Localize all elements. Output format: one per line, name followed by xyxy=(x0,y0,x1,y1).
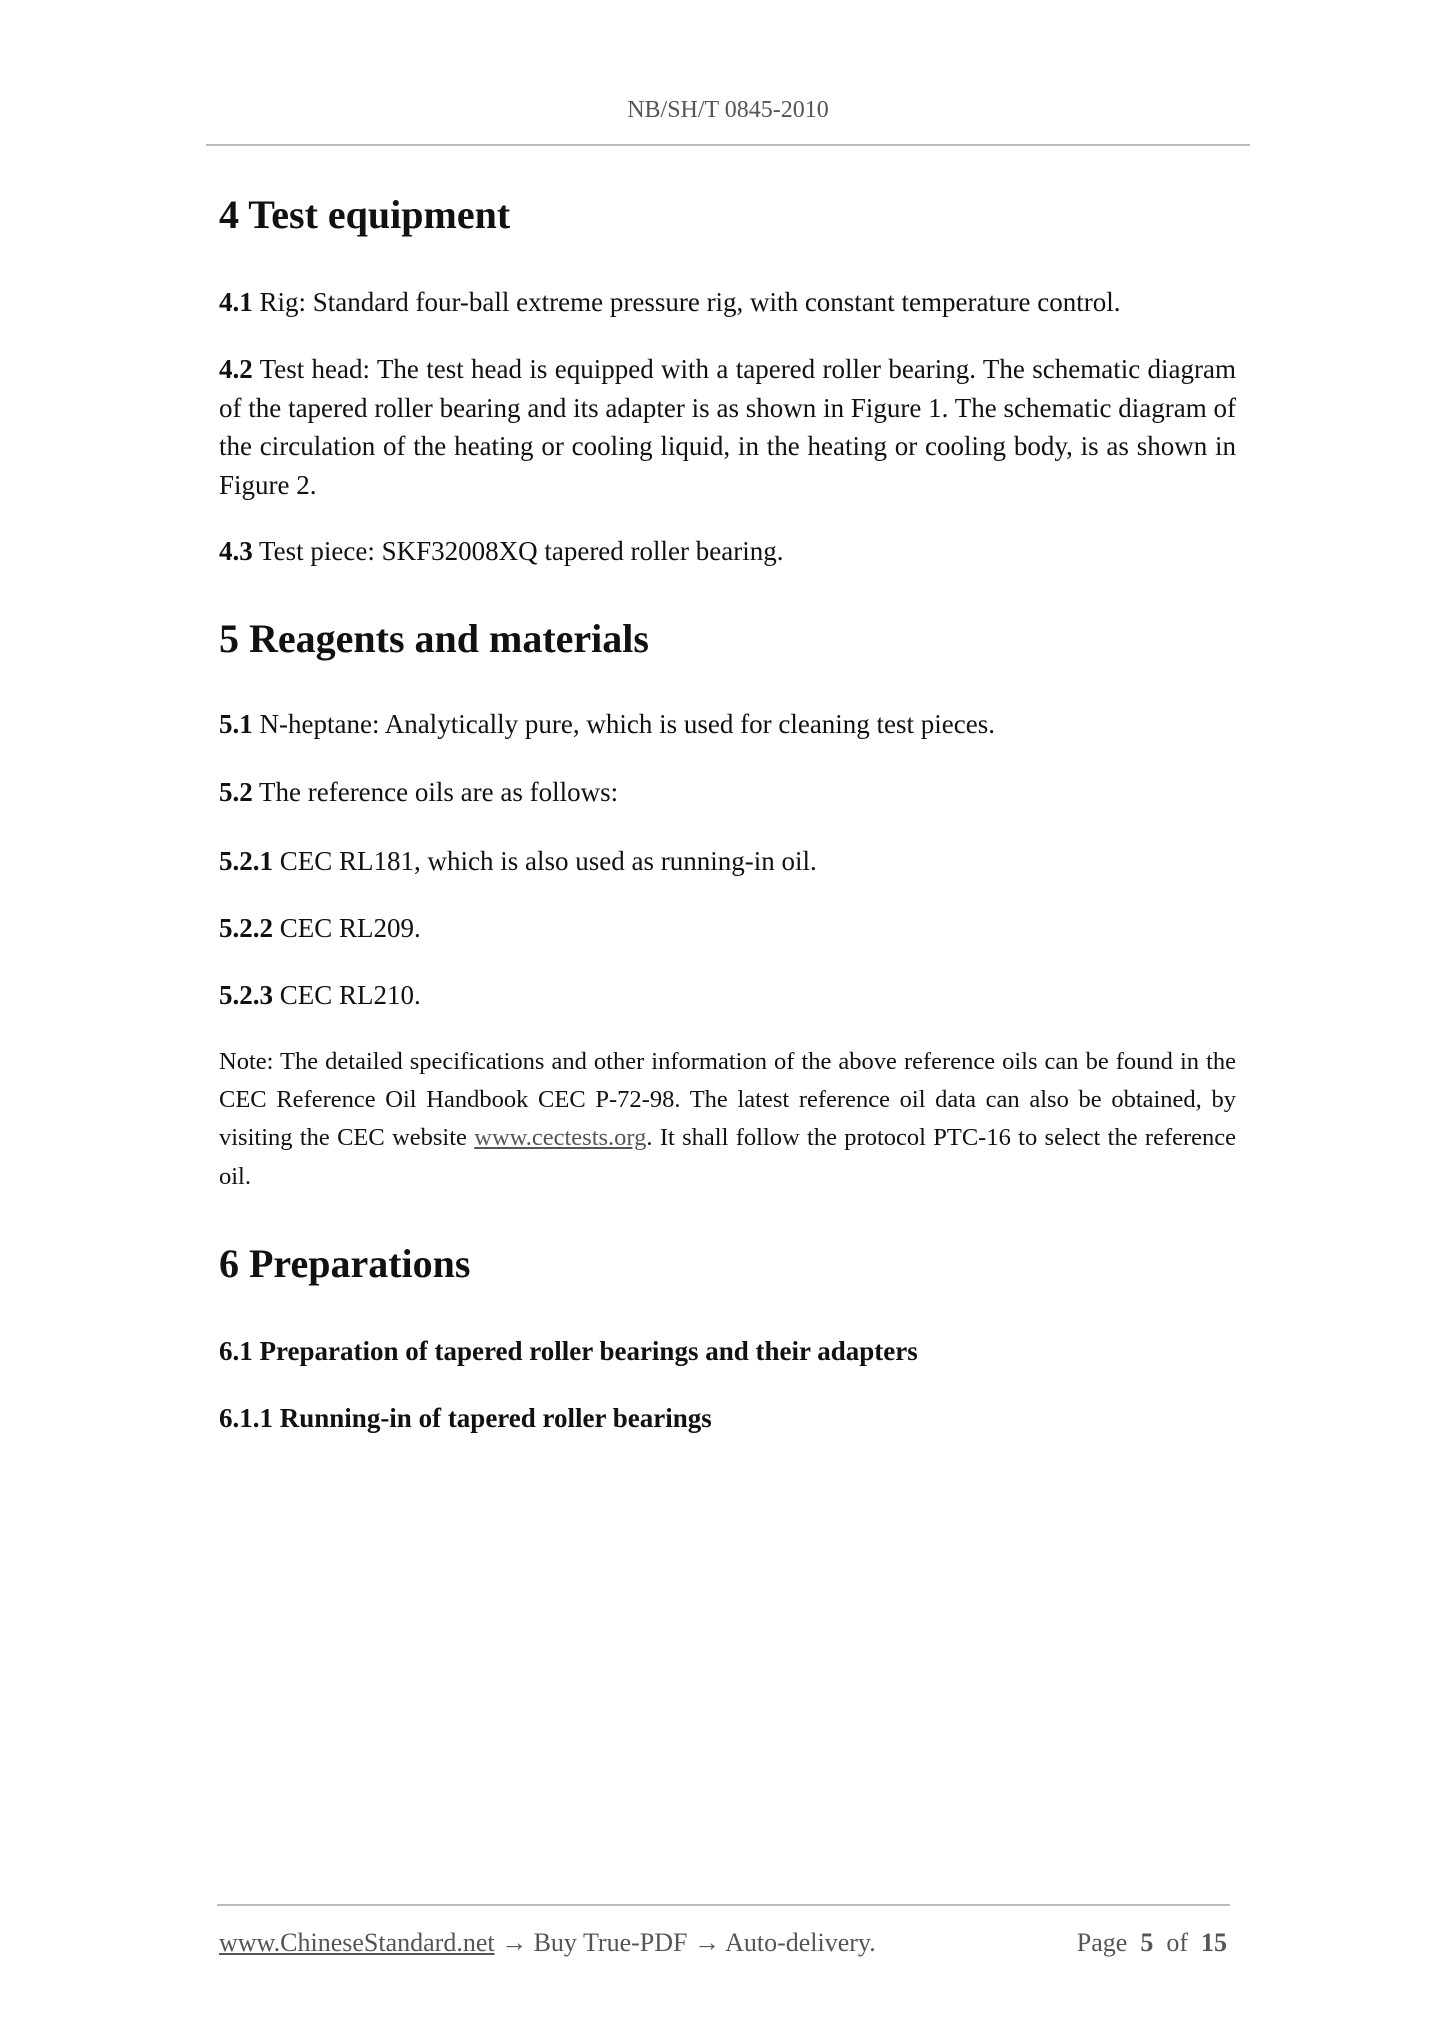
note-text: Note: The detailed specifications and other information of the above reference oils can be found in the CEC Reference Oil Handbook CEC P-72-98. The latest reference oil data can also be obtained, by visiting the CEC website xyxy=(219,1048,1236,1152)
section-heading-5: 5 Reagents and materials xyxy=(219,616,649,661)
clause-text: N-heptane: Analytically pure, which is used for cleaning test pieces. xyxy=(252,709,996,739)
note-paragraph xyxy=(219,1043,1236,1196)
clause-text: Test head: The test head is equipped with a tapered roller bearing. The schematic diagram of the tapered roller bearing and its adapter is as shown in Figure 1. The schematic diagram of the circulation of the heating or cooling liquid, in the heating or cooling body, is as shown in Figure 2. xyxy=(219,354,1236,500)
footer-promo xyxy=(219,1926,876,1960)
clause-text: CEC RL181, which is also used as running-in oil. xyxy=(273,846,817,876)
clause-number: 5.2.1 xyxy=(219,846,273,876)
delivery-text: Auto-delivery. xyxy=(720,1928,876,1957)
footer-divider xyxy=(217,1904,1230,1906)
subheading-6-1: 6.1 Preparation of tapered roller bearings and their adapters xyxy=(219,1336,918,1366)
paragraph-5-2-3 xyxy=(219,976,1236,1015)
clause-number: 4.1 xyxy=(219,287,253,317)
paragraph-4-3 xyxy=(219,532,1236,571)
arrow-right-icon: → xyxy=(694,1928,720,1957)
clause-text: Rig: Standard four-ball extreme pressure rig, with constant temperature control. xyxy=(252,287,1121,317)
paragraph-5-2 xyxy=(219,773,1236,812)
current-page: 5 xyxy=(1140,1928,1154,1957)
chinese-standard-link[interactable]: www.ChineseStandard.net xyxy=(219,1928,495,1957)
paragraph-5-2-1 xyxy=(219,842,1236,881)
paragraph-5-2-2 xyxy=(219,909,1236,948)
clause-number: 4.2 xyxy=(219,354,253,384)
header-divider xyxy=(206,144,1250,146)
arrow-right-icon: → xyxy=(501,1928,528,1957)
paragraph-4-1 xyxy=(219,283,1236,322)
clause-text: Test piece: SKF32008XQ tapered roller bearing. xyxy=(252,536,784,566)
cec-website-link[interactable]: www.cectests.org xyxy=(474,1124,647,1152)
clause-number: 5.2.3 xyxy=(219,980,273,1010)
clause-text: CEC RL210. xyxy=(273,980,421,1010)
clause-number: 4.3 xyxy=(219,536,253,566)
paragraph-4-2 xyxy=(219,350,1236,504)
of-label: of xyxy=(1166,1928,1188,1957)
paragraph-5-1 xyxy=(219,705,1236,744)
subheading-6-1-1: 6.1.1 Running-in of tapered roller bearings xyxy=(219,1403,712,1433)
section-heading-4: 4 Test equipment xyxy=(219,192,511,237)
clause-number: 5.2.2 xyxy=(219,913,273,943)
clause-text: CEC RL209. xyxy=(273,913,421,943)
note-text: . It shall follow the protocol PTC-16 to select the reference oil. xyxy=(219,1124,1237,1190)
clause-number: 5.1 xyxy=(219,709,253,739)
page-number xyxy=(1077,1926,1227,1960)
document-id-header: NB/SH/T 0845-2010 xyxy=(627,97,829,123)
clause-number: 5.2 xyxy=(219,777,253,807)
buy-text: Buy True-PDF xyxy=(527,1928,694,1957)
section-heading-6: 6 Preparations xyxy=(219,1241,471,1286)
page-label: Page xyxy=(1076,1928,1128,1957)
clause-text: The reference oils are as follows: xyxy=(252,777,619,807)
total-pages: 15 xyxy=(1201,1928,1227,1957)
